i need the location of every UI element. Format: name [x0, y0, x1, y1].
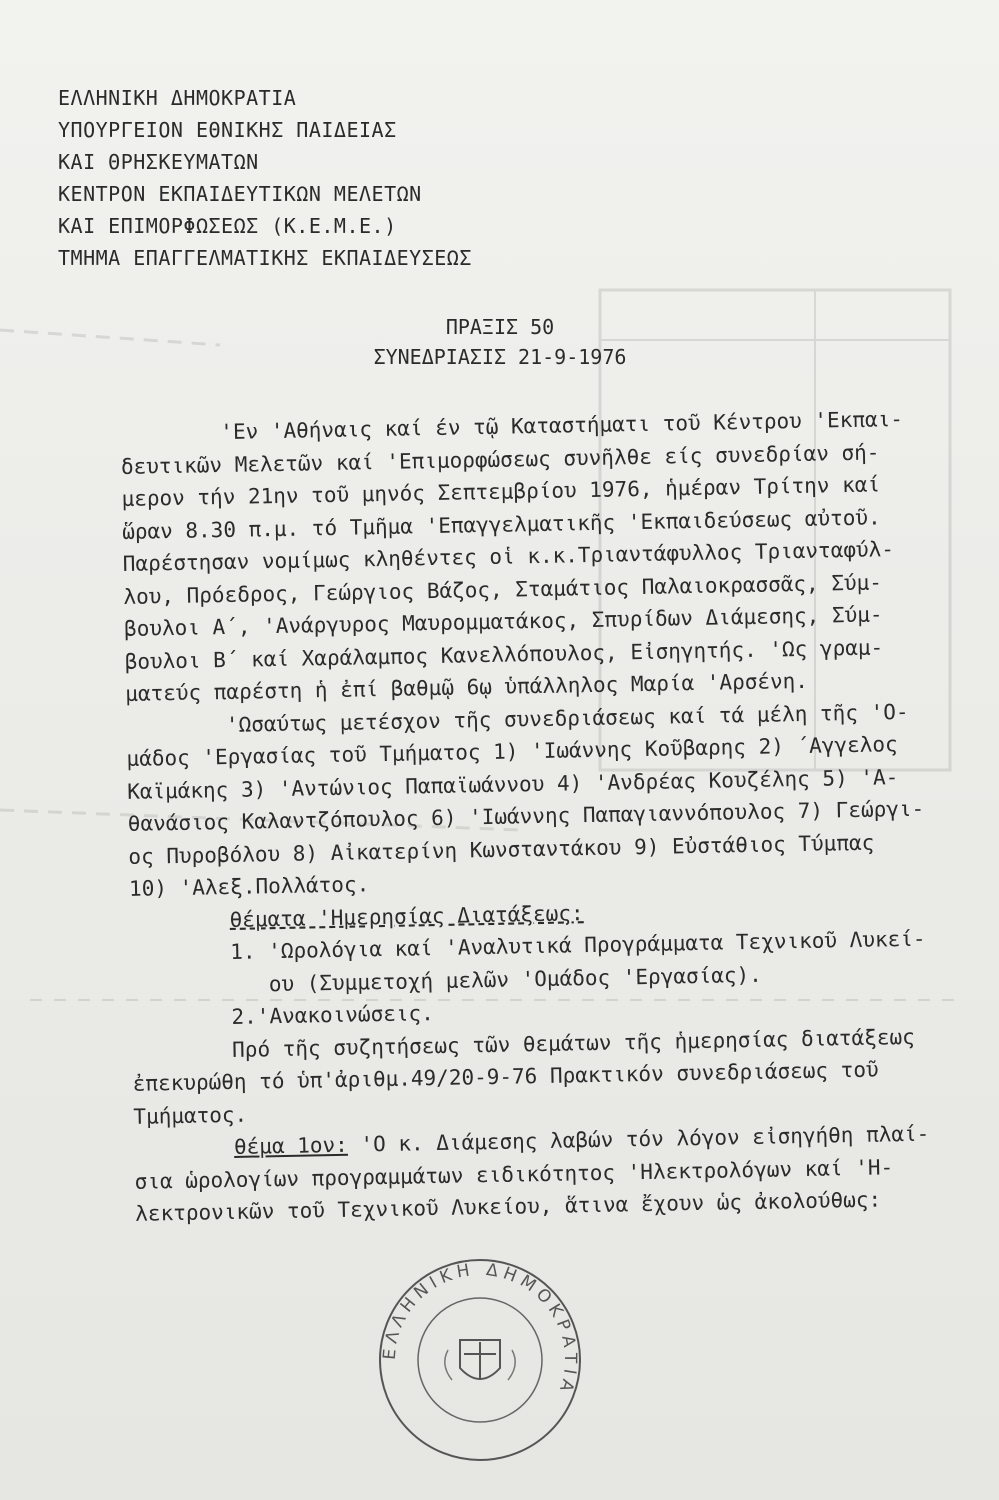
letterhead-line: ΚΑΙ ΕΠΙΜΟΡΦΩΣΕΩΣ (Κ.Ε.Μ.Ε.) [58, 214, 397, 238]
body-line: μάδος 'Εργασίας τοῦ Τμήματος 1) 'Ιωάννης Κοῦβαρης 2) ΄Αγγελος [126, 732, 898, 771]
letterhead-line: ΚΑΙ ΘΡΗΣΚΕΥΜΑΤΩΝ [58, 150, 259, 174]
body-line: μερον τήν 21ην τοῦ μηνός Σεπτεμβρίου 1976, ἡμέραν Τρίτην καί [121, 472, 881, 511]
act-number: ΠΡΑΞΙΣ 50 [445, 315, 555, 339]
body-line: ἐπεκυρώθη τό ὑπ'ἀριθμ.49/20-9-76 Πρακτικόν συνεδριάσεως τοῦ [132, 1057, 879, 1096]
body-line: θανάσιος Καλαντζόπουλος 6) 'Ιωάννης Παπαγιαννόπουλος 7) Γεώργι- [127, 796, 925, 836]
minutes-body [120, 402, 965, 1230]
official-seal [370, 1250, 590, 1470]
seal-ring-text: ΕΛΛΗΝΙΚΗ ΔΗΜΟΚΡΑΤΙΑ [379, 1259, 581, 1399]
body-line: βουλοι Α΄, 'Ανάργυρος Μαυρομματάκος, Σπυρίδων Διάμεσης, Σύμ- [123, 602, 883, 641]
body-line: Παρέστησαν νομίμως κληθέντες οἱ κ.κ.Τριαντάφυλλος Τριανταφύλ- [122, 537, 895, 576]
topic-text: 'Ο κ. Διάμεσης λαβών τόν λόγον εἰσηγήθη πλαί- [347, 1121, 930, 1157]
body-line: σια ὡρολογίων προγραμμάτων ειδικότητος 'Ηλεκτρολόγων καί 'Η- [134, 1154, 894, 1194]
agenda-item: 1. 'Ωρολόγια καί 'Αναλυτικά Προγράμματα Τεχνικοῦ Λυκεί- [230, 926, 926, 964]
letterhead-line: ΚΕΝΤΡΟΝ ΕΚΠΑΙΔΕΥΤΙΚΩΝ ΜΕΛΕΤΩΝ [58, 182, 422, 206]
body-line: δευτικῶν Μελετῶν καί 'Επιμορφώσεως συνῆλθε είς συνεδρίαν σή- [120, 439, 880, 479]
body-line: λου, Πρόεδρος, Γεώργιος Βάζος, Σταμάτιος Παλαιοκρασσᾶς, Σύμ- [123, 569, 883, 609]
body-line: 'Ωσαύτως μετέσχον τῆς συνεδριάσεως καί τά μέλη τῆς 'Ο- [225, 699, 909, 737]
document-title [300, 312, 700, 372]
agenda-heading-text: θέματα 'Ημερησίας Διατάξεως: [229, 900, 584, 932]
agenda-item: 2.'Ανακοινώσεις. [231, 1001, 435, 1029]
body-line: ὥραν 8.30 π.μ. τό Τμῆμα 'Επαγγελματικῆς 'Εκπαιδεύσεως αὐτοῦ. [121, 504, 881, 544]
body-line: 'Εν 'Αθήναις καί έν τῷ Καταστήματι τοῦ Κέντρου 'Εκπαι- [220, 406, 904, 445]
body-line: βουλοι Β΄ καί Χαράλαμπος Κανελλόπουλος, Εἰσηγητής. 'Ως γραμ- [124, 634, 884, 674]
coat-of-arms-icon [445, 1340, 515, 1380]
body-line: Τμήματος. [133, 1102, 248, 1129]
letterhead-line: ΕΛΛΗΝΙΚΗ ΔΗΜΟΚΡΑΤΙΑ [58, 86, 297, 110]
session-date: ΣΥΝΕΔΡΙΑΣΙΣ 21-9-1976 [373, 345, 627, 369]
body-line: 10) 'Αλεξ.Πολλάτος. [128, 872, 370, 901]
body-line: λεκτρονικῶν τοῦ Τεχνικοῦ Λυκείου, ἅτινα ἔχουν ὡς ἀκολούθως: [135, 1187, 882, 1226]
topic-label: θέμα 1ον: [233, 1132, 349, 1159]
agenda-item: ου (Συμμετοχή μελῶν 'Ομάδος 'Εργασίας). [230, 962, 763, 997]
letterhead-line: ΤΜΗΜΑ ΕΠΑΓΓΕΛΜΑΤΙΚΗΣ ΕΚΠΑΙΔΕΥΣΕΩΣ [58, 246, 472, 270]
letterhead [58, 82, 472, 274]
body-line: ος Πυροβόλου 8) Αἰκατερίνη Κωνσταντάκου 9) Εὐστάθιος Τύμπας [128, 830, 875, 869]
letterhead-line: ΥΠΟΥΡΓΕΙΟΝ ΕΘΝΙΚΗΣ ΠΑΙΔΕΙΑΣ [58, 118, 397, 142]
body-line: ματεύς παρέστη ἡ ἐπί βαθμῷ 6ῳ ὑπάλληλος Μαρία 'Αρσένη. [125, 668, 809, 706]
body-line: Καϊμάκης 3) 'Αντώνιος Παπαϊωάννου 4) 'Ανδρέας Κουζέλης 5) 'Α- [126, 764, 899, 804]
body-line: Πρό τῆς συζητήσεως τῶν θεμάτων τῆς ἡμερησίας διατάξεως [231, 1024, 915, 1062]
